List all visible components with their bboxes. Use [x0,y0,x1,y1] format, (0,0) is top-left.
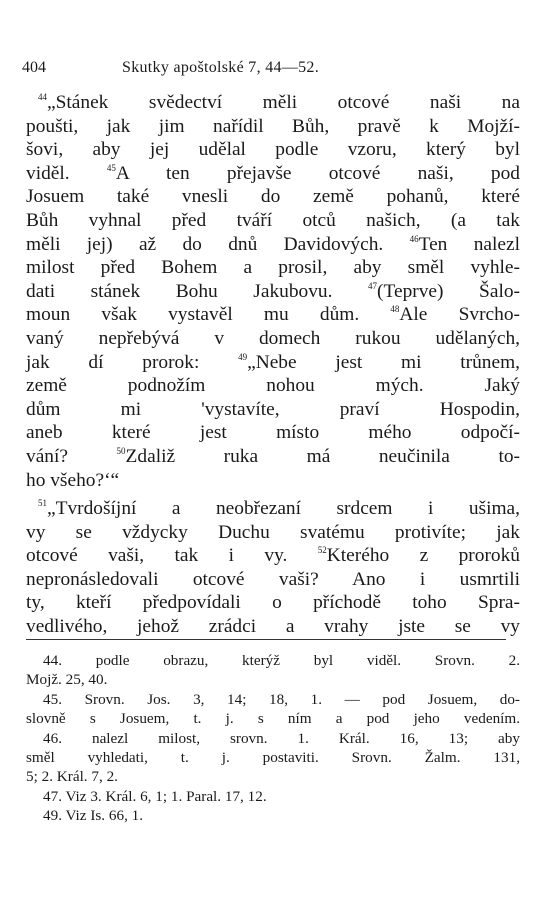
text-line: dům mi 'vystavíte, praví Hospodin, [26,398,520,420]
text-line: vání? $^{50}$Zdaliž ruka má neučinila to- [26,445,520,467]
verse-number: 44 [38,92,47,102]
verse-number: 52 [317,545,327,556]
text-line: $^{51}$„Tvrdošíjní a neobřezaní srdcem i ušima, [38,498,520,520]
text-line: milost před Bohem a prosil, aby směl vyhle- [26,257,520,279]
text-line: otcové vaši, tak i vy. $^{52}$Kterého z proroků [26,545,520,567]
text-line: vaný nepřebývá v domech rukou udělaných, [26,327,520,349]
text-line: měli jej) až do dnů Davidových. $^{46}$Ten nalezl [26,233,520,255]
paragraph-verses-51-52 [26,497,520,639]
page-number: 404 [22,59,46,76]
verse-number: 46 [409,233,419,244]
text-line: Bůh vyhnal před tváří otců našich, (a tak [26,209,520,231]
footnote-line: 45. Srovn. Jos. 3, 14; 18, 1. — pod Josuem, do- [43,690,520,708]
footnote-line: 47. Viz 3. Král. 6, 1; 1. Paral. 17, 12. [43,787,267,805]
verse-number: 51 [38,498,47,509]
text-line: ho všeho?‘“ [26,469,120,491]
footnote-line: 5; 2. Král. 7, 2. [26,768,118,786]
footnote-44 [26,651,520,690]
text-line: aneb které jest místo mého odpočí- [26,422,520,444]
text-line: země podnožím nohou mých. Jaký [26,375,520,397]
verse-number: 48 [390,304,400,315]
footnote-line: 49. Viz Is. 66, 1. [43,807,144,825]
footnote-line: směl vyhledati, t. j. postaviti. Srovn. Žalm. 131, [26,749,520,767]
running-title: Skutky apoštolské 7, 44—52. [122,59,319,76]
footnote-49 [26,806,520,825]
text-line: vedlivého, jehož zrádci a vrahy jste se vy [26,616,520,638]
text-line: moun však vystavěl mu dům. $^{48}$Ale Svrcho- [26,304,520,326]
text-line: ty, kteří předpovídali o příchodě toho Spra- [26,592,520,614]
text-line: nepronásledovali otcové vaši? Ano i usmrtili [26,568,520,590]
verse-number: 49 [238,351,248,362]
text-line: dati stánek Bohu Jakubovu. $^{47}$(Teprve) Šalo- [26,280,520,302]
text-line: poušti, jak jim nařídil Bůh, pravě k Mojží- [26,115,520,137]
footnotes [26,651,520,826]
text-line: $^{44}$„Stánek svědectví měli otcové naši na [38,92,520,113]
footnote-line: 44. podle obrazu, kterýž byl viděl. Srovn. 2. [43,652,520,669]
paragraph-verses-44-50 [26,91,520,492]
footnote-47 [26,787,520,806]
verse-number: 50 [116,445,126,456]
verse-number: 45 [106,162,116,173]
text-line: vy se vždycky Duchu svatému protivíte; jak [26,521,520,543]
main-text [26,91,520,639]
footnote-line: slovně s Josuem, t. j. s ním a pod jeho vedením. [26,710,520,728]
footnote-46 [26,729,520,787]
footnote-separator-rule [26,639,506,640]
footnote-line: Mojž. 25, 40. [26,671,108,689]
text-line: jak dí prorok: $^{49}$„Nebe jest mi trůnem, [26,351,520,373]
text-line: Josuem také vnesli do země pohanů, které [26,186,520,208]
verse-number: 47 [368,280,378,291]
footnote-line: 46. nalezl milost, srovn. 1. Král. 16, 13; aby [43,729,520,747]
text-line: viděl. $^{45}$A ten přejavše otcové naši, pod [26,162,520,184]
footnote-45 [26,690,520,729]
text-line: šovi, aby jej udělal podle vzoru, který byl [26,139,520,161]
